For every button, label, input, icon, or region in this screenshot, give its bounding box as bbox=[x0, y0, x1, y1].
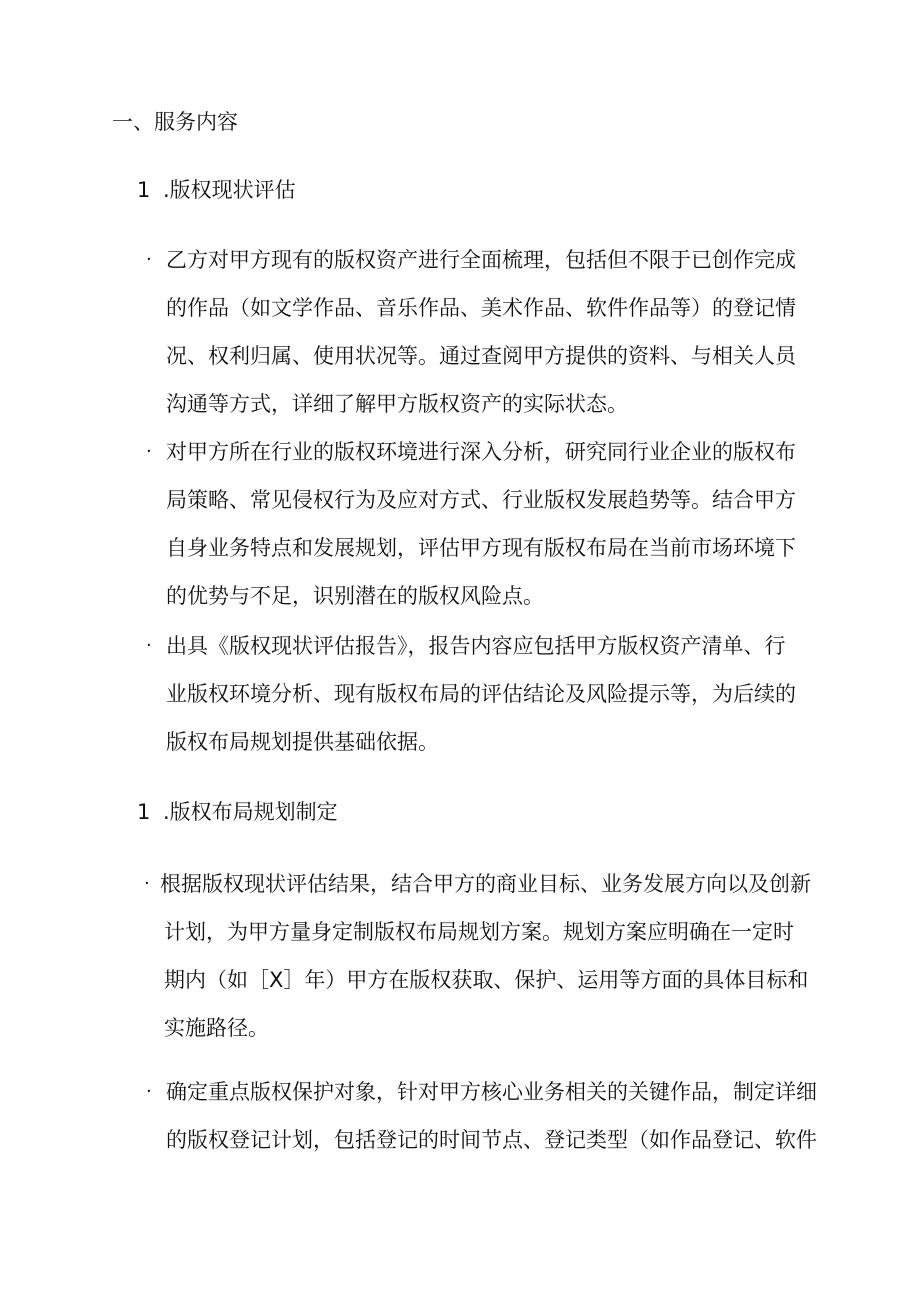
text-line: 业版权环境分析、现有版权布局的评估结论及风险提示等，为后续的 bbox=[166, 682, 796, 706]
text-line: 出具《版权现状评估报告》，报告内容应包括甲方版权资产清单、行 bbox=[166, 634, 786, 658]
text-line: 乙方对甲方现有的版权资产进行全面梳理，包括但不限于已创作完成 bbox=[166, 248, 796, 272]
bullet-text bbox=[166, 436, 796, 628]
subsection-number: 1 bbox=[137, 800, 151, 824]
subsection-number: 1 bbox=[137, 178, 151, 202]
bullet-text bbox=[166, 244, 796, 436]
text-line: 确定重点版权保护对象，针对甲方核心业务相关的关键作品，制定详细 bbox=[166, 1080, 817, 1104]
subsection-heading-2 bbox=[137, 796, 338, 828]
section-heading: 一、服务内容 bbox=[112, 110, 238, 134]
bullet-text bbox=[166, 1076, 817, 1172]
text-line: 实施路径。 bbox=[164, 1016, 269, 1040]
text-line: 况、权利归属、使用状况等。通过查阅甲方提供的资料、与相关人员 bbox=[166, 344, 796, 368]
text-line: 期内（如［X］年）甲方在版权获取、保护、运用等方面的具体目标和 bbox=[164, 968, 809, 992]
subsection-heading-1 bbox=[137, 174, 296, 206]
bullet-text bbox=[166, 630, 796, 774]
bullet-marker: · bbox=[146, 1081, 152, 1102]
text-line: 对甲方所在行业的版权环境进行深入分析，研究同行业企业的版权布 bbox=[166, 440, 796, 464]
text-line: 计划，为甲方量身定制版权布局规划方案。规划方案应明确在一定时 bbox=[164, 920, 794, 944]
bullet-text bbox=[160, 868, 811, 1060]
bullet-marker: · bbox=[146, 635, 152, 656]
text-line: 版权布局规划提供基础依据。 bbox=[166, 730, 439, 754]
bullet-marker: · bbox=[146, 441, 152, 462]
text-line: 的作品（如文学作品、音乐作品、美术作品、软件作品等）的登记情 bbox=[166, 296, 796, 320]
text-line: 局策略、常见侵权行为及应对方式、行业版权发展趋势等。结合甲方 bbox=[166, 488, 796, 512]
text-line: 自身业务特点和发展规划，评估甲方现有版权布局在当前市场环境下 bbox=[166, 536, 796, 560]
bullet-marker: · bbox=[146, 249, 152, 270]
text-line: 沟通等方式，详细了解甲方版权资产的实际状态。 bbox=[166, 392, 628, 416]
text-line: 根据版权现状评估结果，结合甲方的商业目标、业务发展方向以及创新 bbox=[160, 872, 811, 896]
subsection-title: .版权现状评估 bbox=[163, 178, 296, 202]
subsection-title: .版权布局规划制定 bbox=[163, 800, 338, 824]
text-line: 的优势与不足，识别潜在的版权风险点。 bbox=[166, 584, 544, 608]
bullet-marker: · bbox=[144, 873, 150, 894]
text-line: 的版权登记计划，包括登记的时间节点、登记类型（如作品登记、软件 bbox=[166, 1128, 817, 1152]
